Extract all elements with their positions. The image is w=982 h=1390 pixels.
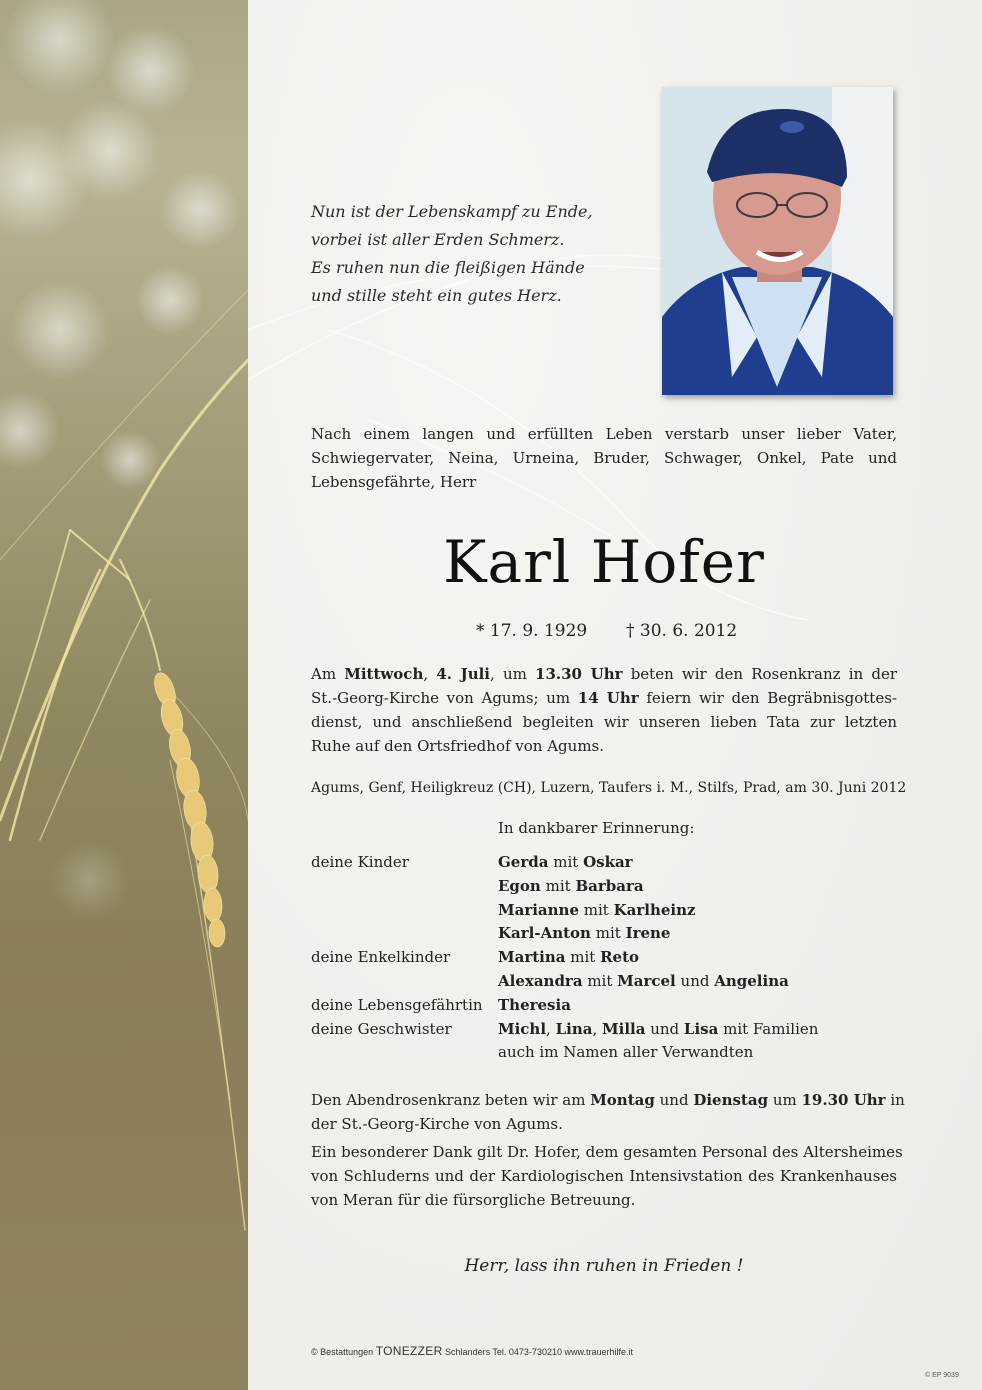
family-member-name: Gerda (498, 853, 549, 871)
text-run: auch im Namen aller Verwandten (498, 1043, 754, 1062)
family-row (311, 875, 897, 899)
funeral-line (311, 710, 897, 734)
family-member-name: Martina (498, 948, 566, 967)
poem (311, 198, 641, 310)
footer (311, 1344, 633, 1358)
wheat-illustration (0, 0, 248, 1390)
birth-date: * 17. 9. 1929 (476, 621, 588, 641)
funeral-line (311, 734, 897, 758)
thanks-heading: In dankbarer Erinnerung: (498, 819, 695, 837)
family-members (498, 1041, 753, 1065)
closing-prayer: Herr, lass ihn ruhen in Frieden ! (464, 1256, 744, 1276)
family-row (311, 899, 897, 923)
text-run: feiern wir den Begräbnisgottes- (638, 689, 897, 707)
text-run: Am (311, 665, 345, 683)
family-members (498, 922, 670, 946)
family-members (498, 875, 644, 899)
text-run: um (768, 1091, 802, 1109)
family-row (311, 922, 897, 946)
text-run: in (885, 1091, 905, 1109)
gratitude-line: von Meran für die fürsorgliche Betreuung. (311, 1191, 636, 1209)
family-relation: deine Geschwister (311, 1019, 452, 1038)
poem-line: Es ruhen nun die fleißigen Hände (311, 258, 585, 277)
family-row (311, 946, 897, 970)
gratitude-line: von Schluderns und der Kardiologischen Intensivstation des Krankenhauses (311, 1167, 897, 1185)
text-run: Ruhe auf den Ortsfriedhof von Agums. (311, 737, 605, 755)
family-members (498, 899, 696, 923)
family-member-name: Reto (600, 948, 640, 967)
text-run: beten wir den Rosenkranz in der (622, 665, 897, 683)
text-run: , (592, 1019, 603, 1038)
family-member-name: Karl-Anton (498, 924, 591, 943)
funeral-time: 14 Uhr (577, 689, 639, 707)
text-run: mit (590, 924, 626, 943)
poem-line: vorbei ist aller Erden Schmerz. (311, 230, 565, 249)
family-relation: deine Enkelkinder (311, 948, 451, 967)
rosary-day: Dienstag (693, 1091, 769, 1109)
intro-text: Nach einem langen und erfüllten Leben verstarb unser lieber Vater, Schwiegervater, Neina, Urneina, Bruder, Schwager, Onkel, Pate und Lebensgefährte, Herr (311, 425, 897, 491)
weekday: Mittwoch (344, 665, 424, 683)
text-run: , (423, 665, 437, 683)
family-member-name: Lina (555, 1019, 593, 1038)
family-member-name: Alexandra (498, 971, 583, 990)
family-members (498, 946, 639, 970)
text-run: St.-Georg-Kirche von Agums; um (311, 689, 578, 707)
family-member-name: Barbara (575, 876, 644, 895)
family-relation: deine Lebensgefährtin (311, 995, 483, 1014)
text-run: Den Abendrosenkranz beten wir am (311, 1091, 591, 1109)
rosary-time: 13.30 Uhr (535, 665, 623, 683)
text-run: mit (582, 971, 618, 990)
rosary-evening-time: 19.30 Uhr (801, 1091, 886, 1109)
gratitude-paragraph (311, 1140, 903, 1212)
deceased-name: Karl Hofer (443, 528, 765, 596)
family-member-name: Milla (602, 1019, 646, 1038)
portrait-photo (662, 87, 893, 395)
rosary-day: Montag (590, 1091, 655, 1109)
family-member-name: Marcel (617, 971, 676, 990)
funeral-paragraph (311, 662, 897, 758)
family-member-name: Oskar (583, 853, 633, 871)
portrait-illustration (662, 87, 893, 395)
death-date: † 30. 6. 2012 (626, 621, 738, 641)
text-run: , um (490, 665, 536, 683)
gratitude-line: Ein besonderer Dank gilt Dr. Hofer, dem gesamten Personal des Altersheimes (311, 1143, 903, 1161)
text-run: mit (548, 853, 584, 871)
rosary-line (311, 1088, 905, 1112)
family-list (311, 851, 897, 1065)
family-members (498, 970, 789, 994)
text-run: dienst, und anschließend begleiten wir unseren lieben Tata zur letzten (311, 713, 897, 731)
family-row (311, 970, 897, 994)
text-run: mit (565, 948, 601, 967)
text-run: und (654, 1091, 694, 1109)
text-run: und (675, 971, 715, 990)
decorative-wheat-panel (0, 0, 248, 1390)
rosary-line: der St.-Georg-Kirche von Agums. (311, 1115, 563, 1133)
text-run: mit (579, 900, 614, 919)
family-member-name: Michl (498, 1019, 547, 1038)
family-members (498, 1018, 818, 1042)
funeral-line (311, 686, 897, 710)
family-row (311, 851, 897, 875)
family-member-name: Karlheinz (613, 900, 696, 919)
family-row (311, 994, 897, 1018)
funeral-line (311, 662, 897, 686)
footer-prefix: © Bestattungen (311, 1347, 376, 1357)
place-date: Agums, Genf, Heiligkreuz (CH), Luzern, Taufers i. M., Stilfs, Prad, am 30. Juni 2012 (311, 780, 907, 796)
footer-brand: TONEZZER (375, 1344, 443, 1358)
text-run: mit (540, 876, 576, 895)
family-member-name: Theresia (498, 995, 571, 1014)
poem-line: Nun ist der Lebenskampf zu Ende, (311, 202, 593, 221)
family-member-name: Lisa (683, 1019, 719, 1038)
print-code: © EP 9039 (925, 1372, 959, 1379)
funeral-date: 4. Juli (436, 665, 490, 683)
family-member-name: Egon (498, 876, 541, 895)
rosary-paragraph (311, 1088, 905, 1136)
family-relation: deine Kinder (311, 853, 409, 871)
family-member-name: Marianne (498, 900, 579, 919)
text-run: mit Familien (718, 1019, 819, 1038)
family-members (498, 994, 571, 1018)
footer-suffix: Schlanders Tel. 0473-730210 www.trauerhilfe.it (442, 1347, 633, 1357)
family-member-name: Angelina (714, 971, 789, 990)
text-run: , (546, 1019, 556, 1038)
family-row (311, 1018, 897, 1042)
family-members (498, 851, 633, 875)
family-member-name: Irene (625, 924, 671, 943)
poem-line: und stille steht ein gutes Herz. (311, 286, 562, 305)
family-row (311, 1041, 897, 1065)
text-run: und (645, 1019, 684, 1038)
